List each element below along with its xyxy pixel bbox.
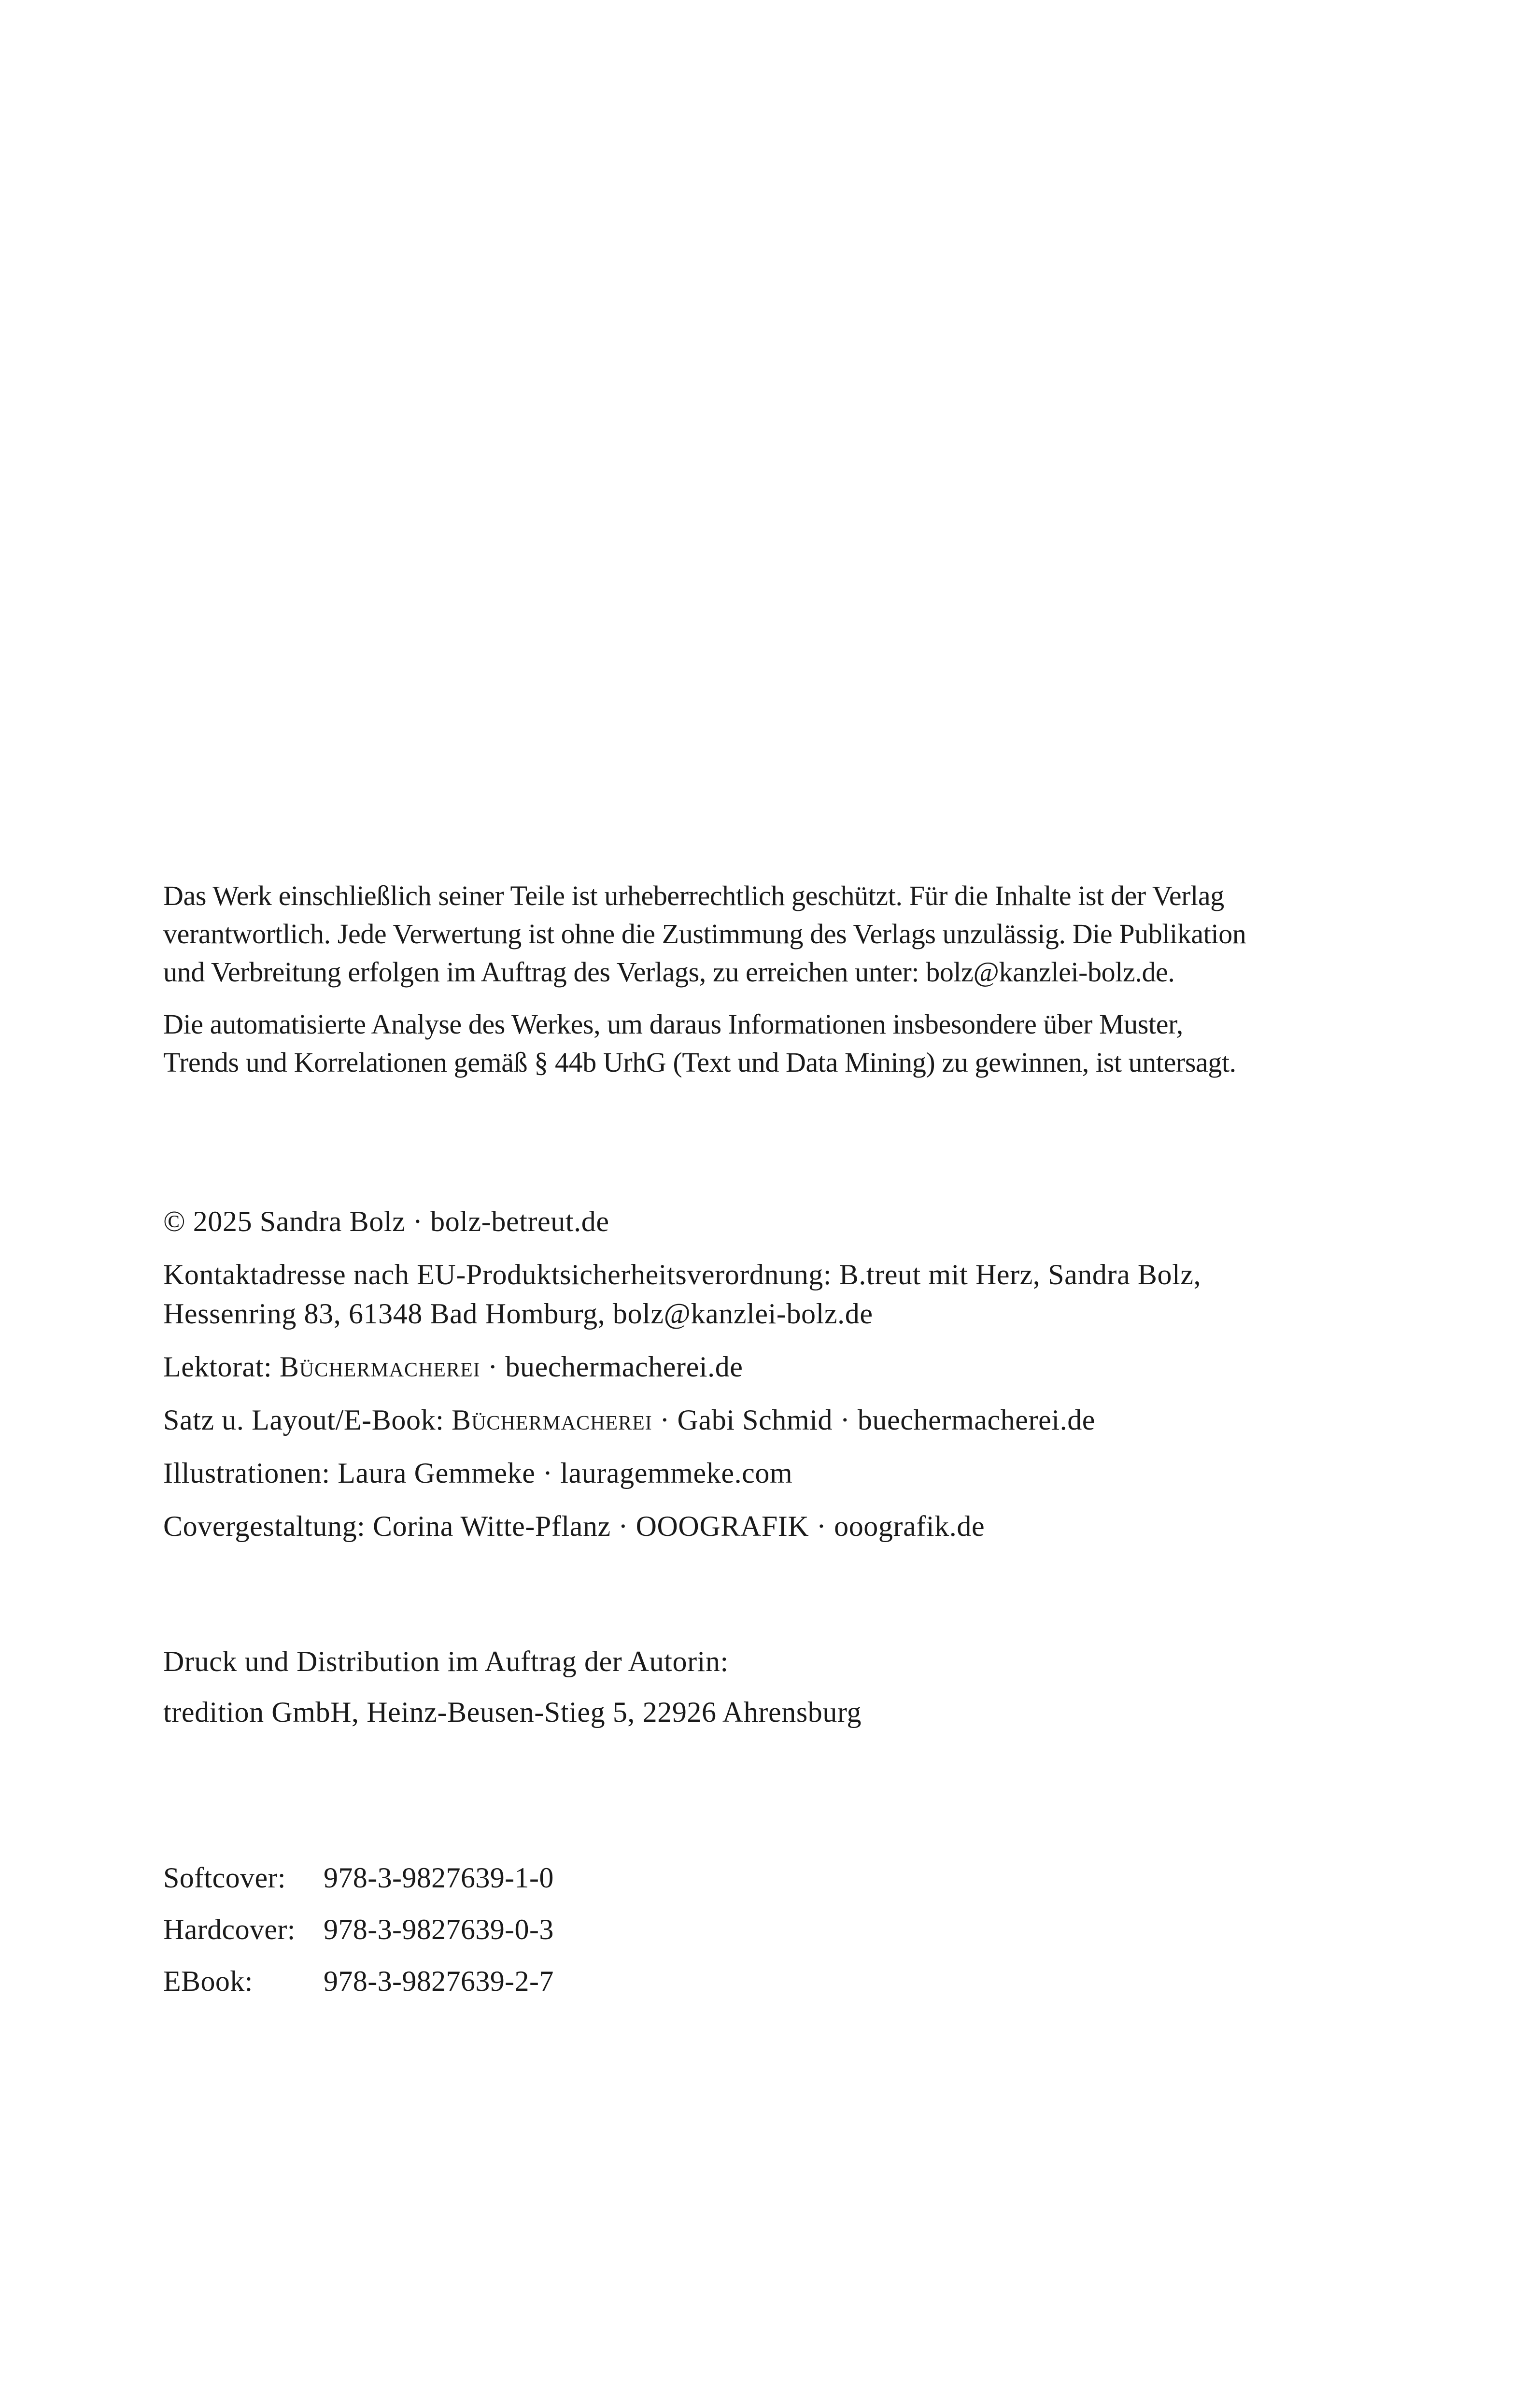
isbn-label: Hardcover: [163, 1914, 296, 1945]
contact-address [163, 1255, 1380, 1333]
tdm-line: Trends und Korrelationen gemäß § 44b UrhG (Text und Data Mining) zu gewinnen, ist untersagt. [163, 1047, 1236, 1078]
lektorat-company: Büchermacherei [279, 1351, 480, 1383]
isbn-label: Softcover: [163, 1862, 286, 1894]
isbn-row-hardcover [163, 1904, 1380, 1956]
rights-line: Das Werk einschließlich seiner Teile ist urheberrechtlich geschützt. Für die Inhalte ist der Verlag [163, 880, 1224, 911]
illustrations-line: Illustrationen: Laura Gemmeke · lauragemmeke.com [163, 1457, 793, 1489]
print-line-2: tredition GmbH, Heinz-Beusen-Stieg 5, 22926 Ahrensburg [163, 1696, 862, 1728]
isbn-row-softcover [163, 1852, 1380, 1904]
isbn-label: EBook: [163, 1965, 253, 1997]
isbn-value: 978-3-9827639-0-3 [324, 1914, 554, 1945]
satz-rest: · Gabi Schmid · buechermacherei.de [652, 1404, 1096, 1436]
satz-company: Büchermacherei [452, 1404, 652, 1436]
satz-label: Satz u. Layout/E-Book: [163, 1404, 452, 1436]
isbn-value: 978-3-9827639-1-0 [324, 1862, 554, 1894]
contact-line: Hessenring 83, 61348 Bad Homburg, bolz@kanzlei-bolz.de [163, 1298, 873, 1330]
lektorat-label: Lektorat: [163, 1351, 280, 1383]
copyright-line: © 2025 Sandra Bolz · bolz-betreut.de [163, 1205, 609, 1237]
isbn-list [163, 1852, 1380, 2007]
lektorat-rest: · buechermacherei.de [480, 1351, 743, 1383]
rights-line: verantwortlich. Jede Verwertung ist ohne die Zustimmung des Verlags unzulässig. Die Publikation [163, 918, 1246, 950]
tdm-line: Die automatisierte Analyse des Werkes, um daraus Informationen insbesondere über Muster, [163, 1008, 1183, 1040]
copyright-paragraph [163, 877, 1380, 991]
print-line-1: Druck und Distribution im Auftrag der Autorin: [163, 1645, 729, 1677]
rights-line: und Verbreitung erfolgen im Auftrag des Verlags, zu erreichen unter: bolz@kanzlei-bolz.de. [163, 956, 1175, 988]
lektorat-line [163, 1347, 1380, 1387]
cover-design-line: Covergestaltung: Corina Witte-Pflanz · OOOGRAFIK · ooografik.de [163, 1510, 985, 1542]
rights-notice [163, 877, 1380, 1081]
isbn-value: 978-3-9827639-2-7 [324, 1965, 554, 1997]
text-data-mining-paragraph [163, 1005, 1380, 1081]
print-distribution [163, 1642, 1380, 1732]
contact-line: Kontaktadresse nach EU-Produktsicherheitsverordnung: B.treut mit Herz, Sandra Bolz, [163, 1259, 1201, 1290]
satz-line [163, 1401, 1380, 1440]
isbn-row-ebook [163, 1956, 1380, 2007]
credits-block [163, 1202, 1380, 1546]
